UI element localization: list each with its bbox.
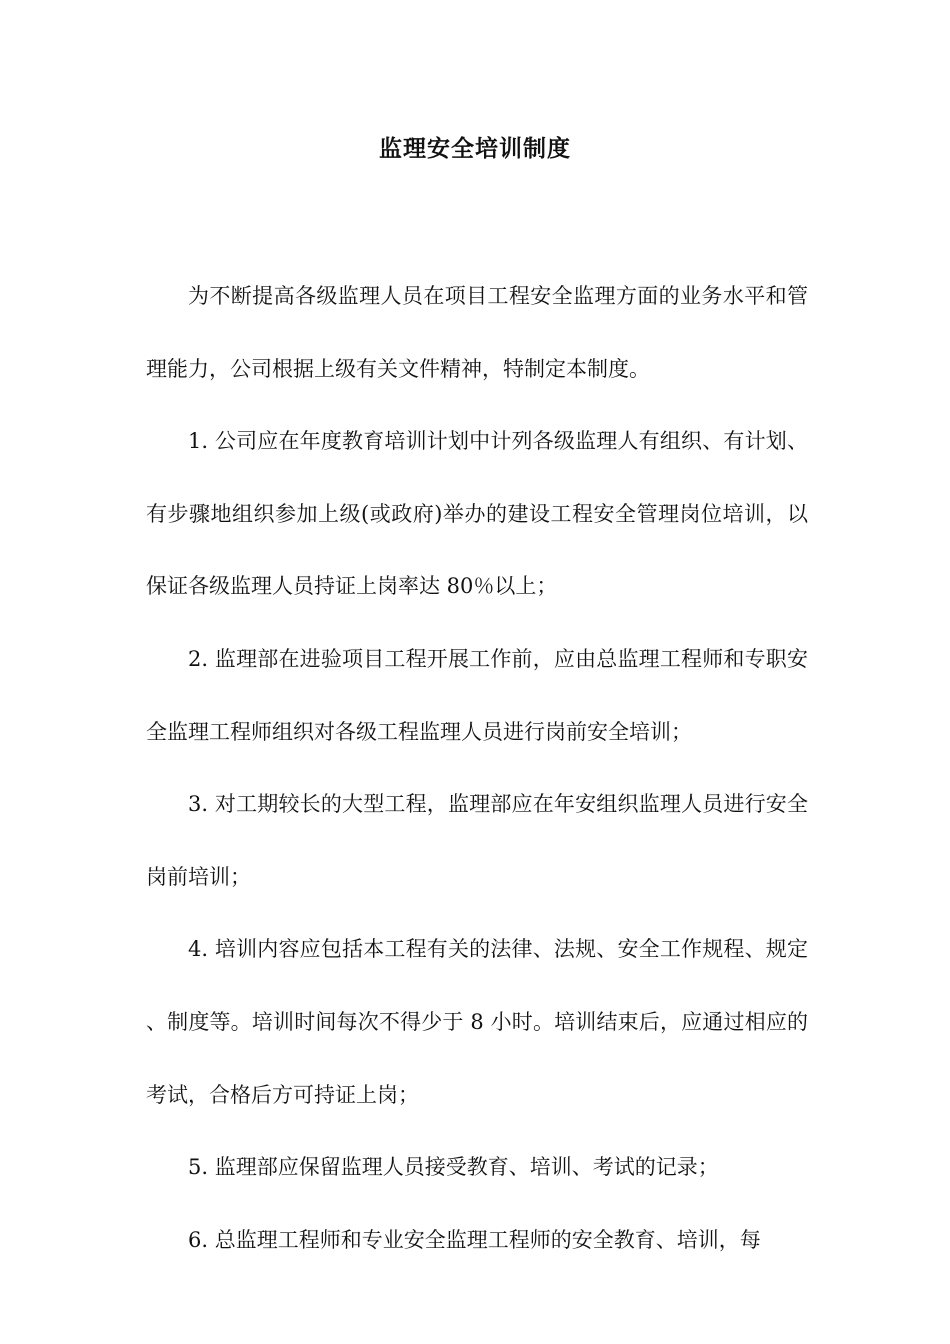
clause-4-paragraph: 4. 培训内容应包括本工程有关的法律、法规、安全工作规程、规定、制度等。培训时间每次不得少于 8 小时。培训结束后，应通过相应的考试，合格后方可持证上岗； xyxy=(146,937,808,1107)
clause-5-paragraph: 5. 监理部应保留监理人员接受教育、培训、考试的记录； xyxy=(188,1155,719,1180)
document-body xyxy=(146,260,808,1276)
intro-paragraph: 为不断提高各级监理人员在项目工程安全监理方面的业务水平和管理能力，公司根据上级有关文件精神，特制定本制度。 xyxy=(146,284,808,381)
clause-6-paragraph: 6. 总监理工程师和专业安全监理工程师的安全教育、培训，每 xyxy=(188,1227,761,1252)
document-title: 监理安全培训制度 xyxy=(379,136,571,162)
clause-1-paragraph: 1. 公司应在年度教育培训计划中计列各级监理人有组织、有计划、有步骤地组织参加上级(或政府)举办的建设工程安全管理岗位培训，以保证各级监理人员持证上岗率达 80％以上； xyxy=(146,429,808,599)
clause-3-paragraph: 3. 对工期较长的大型工程，监理部应在年安组织监理人员进行安全岗前培训； xyxy=(146,792,808,889)
clause-2-paragraph: 2. 监理部在进验项目工程开展工作前，应由总监理工程师和专职安全监理工程师组织对各级工程监理人员进行岗前安全培训； xyxy=(146,646,808,744)
